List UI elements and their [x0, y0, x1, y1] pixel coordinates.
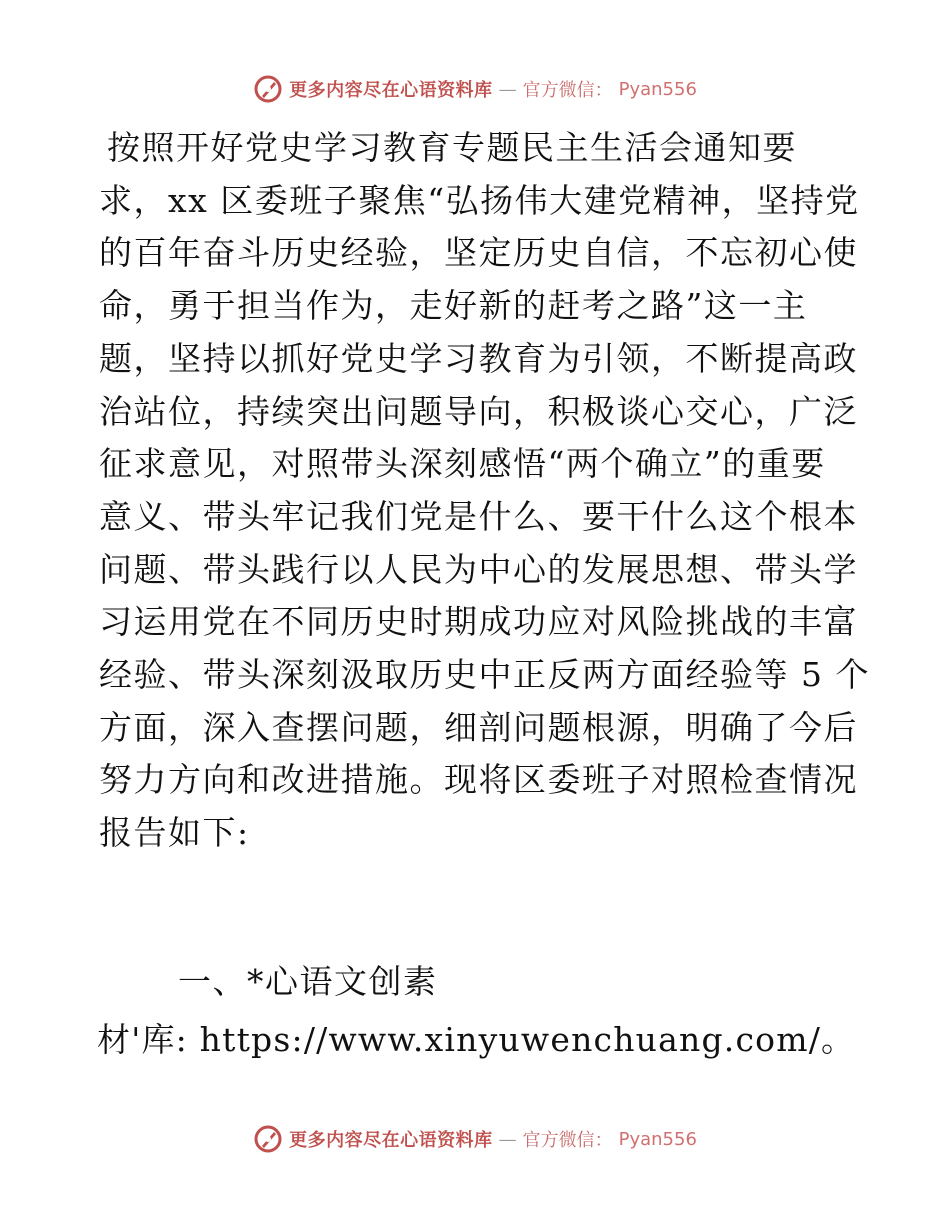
- pen-logo-icon: [253, 1124, 283, 1154]
- watermark-separator: —: [498, 78, 517, 100]
- paragraph-line: 经验、带头深刻汲取历史中正反两方面经验等 5 个: [99, 655, 870, 695]
- paragraph-line: 的百年奋斗历史经验，坚定历史自信，不忘初心使: [99, 233, 858, 273]
- paragraph-line: 意义、带头牢记我们党是什么、要干什么这个根本: [99, 496, 858, 536]
- paragraph-line: 命，勇于担当作为，走好新的赶考之路”这一主: [99, 286, 808, 326]
- watermark-brand: 更多内容尽在心语资料库: [289, 80, 493, 101]
- section-heading: 一、*心语文创素: [178, 962, 438, 1001]
- watermark-wechat-label: 官方微信：: [522, 80, 613, 101]
- watermark-separator: —: [498, 1128, 517, 1150]
- paragraph-line: 努力方向和改进措施。现将区委班子对照检查情况: [99, 760, 858, 800]
- paragraph-line: 习运用党在不同历史时期成功应对风险挑战的丰富: [99, 602, 858, 642]
- header-watermark: [0, 74, 950, 104]
- paragraph-line: 求，xx 区委班子聚焦“弘扬伟大建党精神，坚持党: [99, 180, 860, 220]
- paragraph-line: 题，坚持以抓好党史学习教育为引领，不断提高政: [99, 338, 858, 378]
- watermark-wechat-label: 官方微信：: [522, 1130, 613, 1151]
- paragraph-line: 按照开好党史学习教育专题民主生活会通知要: [107, 128, 797, 167]
- paragraph-line: 报告如下:: [99, 813, 250, 853]
- website-link[interactable]: 材'库: https://www.xinyuwenchuang.com/。: [97, 1020, 856, 1059]
- watermark-brand: 更多内容尽在心语资料库: [289, 1130, 493, 1151]
- paragraph-line: 征求意见，对照带头深刻感悟“两个确立”的重要: [99, 444, 826, 484]
- paragraph-line: 问题、带头践行以人民为中心的发展思想、带头学: [99, 549, 858, 589]
- paragraph-line: 治站位，持续突出问题导向，积极谈心交心，广泛: [99, 391, 858, 431]
- watermark-wechat-id: Pyan556: [618, 78, 697, 100]
- footer-watermark: [0, 1124, 950, 1154]
- paragraph-line: 方面，深入查摆问题，细剖问题根源，明确了今后: [99, 707, 858, 747]
- watermark-wechat-id: Pyan556: [618, 1128, 697, 1150]
- report-intro-paragraph: [99, 122, 870, 860]
- pen-logo-icon: [253, 74, 283, 104]
